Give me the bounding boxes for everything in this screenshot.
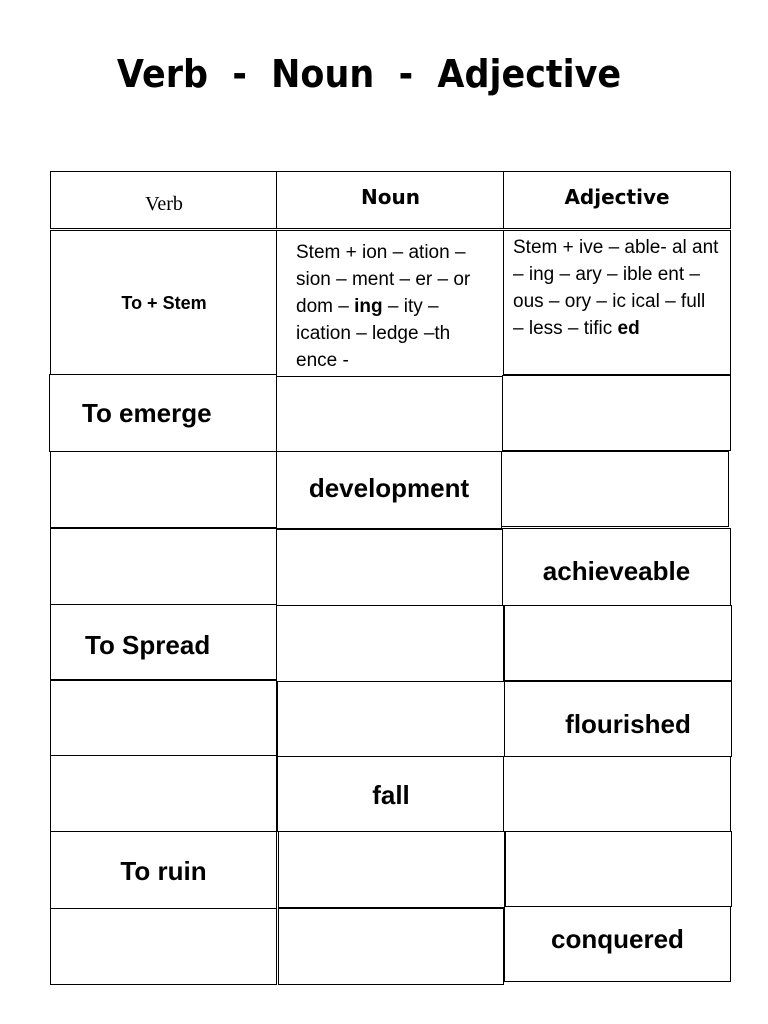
row-2-adjective: [501, 451, 729, 527]
row-3-adjective: achieveable: [502, 528, 731, 606]
rule-adjective-text: Stem + ive – able- al ant – ing – ary – ible ent – ous – ory – ic ical – full – less – tific: [513, 237, 719, 339]
row-7-noun: [278, 831, 505, 908]
page-title: Verb - Noun - Adjective: [116, 52, 622, 96]
row-3-noun: [276, 529, 503, 606]
header-verb: Verb: [50, 171, 278, 229]
header-noun: Noun: [276, 171, 505, 229]
row-7-adjective: [505, 831, 732, 907]
row-4-verb: To Spread: [50, 604, 277, 680]
row-3-verb: [50, 528, 277, 605]
row-6-verb: [50, 755, 277, 832]
rule-noun-text: Stem + ion – ation – sion – ment – er – or dom –: [296, 242, 471, 317]
row-6-adjective: [503, 756, 731, 832]
rule-adjective-bold: ed: [617, 318, 640, 339]
row-2-noun: development: [276, 451, 502, 529]
row-1-verb: To emerge: [49, 374, 277, 452]
rule-verb: To + Stem: [50, 230, 278, 375]
rule-noun-bold: ing: [354, 296, 383, 317]
header-adjective: Adjective: [503, 171, 731, 229]
row-5-verb: [50, 680, 277, 756]
row-4-noun: [276, 605, 504, 682]
row-5-noun: [277, 681, 505, 757]
row-6-noun: fall: [277, 756, 505, 832]
rule-noun: [276, 230, 505, 377]
rule-noun-text-end: – ity – ication – ledge –th ence -: [296, 296, 451, 371]
row-7-verb: To ruin: [50, 831, 277, 909]
row-1-noun: [276, 376, 503, 452]
row-2-verb: [50, 451, 277, 528]
rule-adjective: [503, 230, 731, 375]
row-8-verb: [50, 908, 277, 985]
row-8-noun: [278, 908, 504, 985]
row-8-adjective: conquered: [504, 906, 731, 982]
row-4-adjective: [504, 605, 732, 681]
row-1-adjective: [502, 375, 731, 451]
row-5-adjective: flourished: [504, 681, 732, 757]
